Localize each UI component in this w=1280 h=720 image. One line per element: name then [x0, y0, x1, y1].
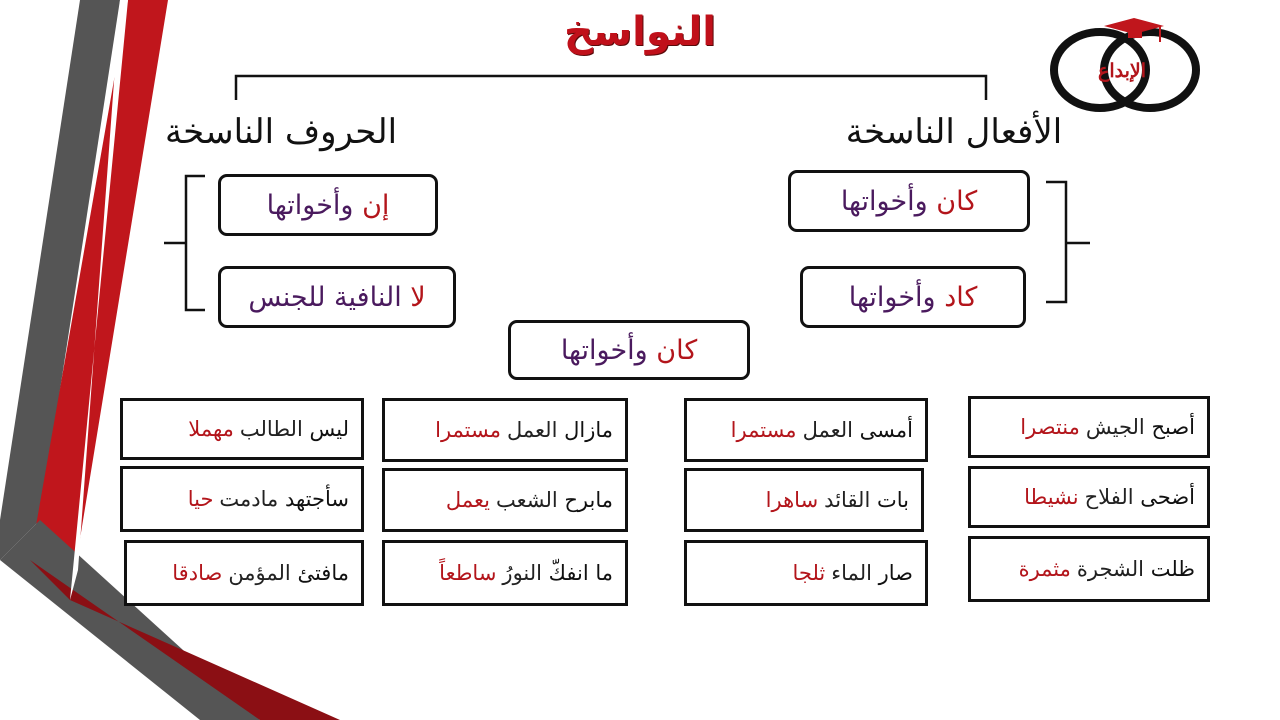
example-verb: بات	[876, 488, 909, 512]
example-box	[968, 536, 1210, 602]
box-main: إن	[362, 189, 390, 221]
box-kada-sisters	[800, 266, 1026, 328]
example-verb: ليس	[309, 417, 349, 441]
example-subject: المؤمن	[228, 561, 291, 585]
example-predicate: ساهرا	[765, 488, 819, 512]
example-predicate: منتصرا	[1020, 415, 1080, 439]
example-subject: القائد	[824, 488, 871, 512]
example-subject: الطالب	[239, 417, 303, 441]
example-verb: أمسى	[859, 418, 913, 442]
box-inna-sisters	[218, 174, 438, 236]
example-predicate: حيا	[187, 487, 214, 511]
example-subject: النورُ	[502, 561, 542, 585]
example-verb: ما انفكّ	[548, 561, 613, 585]
logo-text: الإبداع	[1098, 60, 1146, 82]
box-rest: وأخواتها	[840, 185, 928, 217]
example-predicate: نشيطا	[1024, 485, 1079, 509]
example-subject: الجيش	[1085, 415, 1145, 439]
example-predicate: مثمرة	[1018, 557, 1071, 581]
example-box	[684, 468, 924, 532]
example-verb: مازال	[564, 418, 613, 442]
example-predicate: مهملا	[188, 417, 234, 441]
example-subject: الفلاح	[1084, 485, 1134, 509]
example-predicate: مستمرا	[435, 418, 501, 442]
example-box	[382, 398, 628, 462]
example-box	[968, 466, 1210, 528]
box-main: كاد	[944, 281, 978, 313]
box-rest: النافية للجنس	[248, 281, 402, 313]
section-kana-sisters	[508, 320, 750, 380]
box-main: كان	[936, 185, 978, 217]
example-box	[684, 398, 928, 462]
example-box	[382, 468, 628, 532]
example-subject: الشعب	[495, 488, 558, 512]
example-box	[124, 540, 364, 606]
example-predicate: صادقا	[172, 561, 223, 585]
section-rest: وأخواتها	[560, 334, 648, 366]
example-box	[684, 540, 928, 606]
example-subject: العمل	[507, 418, 558, 442]
example-subject: الشجرة	[1076, 557, 1145, 581]
example-predicate: يعمل	[445, 488, 490, 512]
example-verb: أضحى	[1140, 485, 1195, 509]
box-main: لا	[410, 281, 426, 313]
box-la-nafiya	[218, 266, 456, 328]
page-title: النواسخ	[563, 9, 716, 55]
example-verb: مافتئ	[297, 561, 349, 585]
example-verb: ظلت	[1150, 557, 1195, 581]
right-bracket	[1046, 182, 1066, 302]
example-box	[382, 540, 628, 606]
letters-branch-label: الحروف الناسخة	[164, 112, 398, 152]
example-predicate: ثلجا	[792, 561, 826, 585]
example-subject: الماء	[831, 561, 872, 585]
verbs-branch-label: الأفعال الناسخة	[845, 112, 1063, 152]
example-subject: العمل	[802, 418, 853, 442]
example-predicate: مستمرا	[730, 418, 797, 442]
example-box	[968, 396, 1210, 458]
example-box	[120, 398, 364, 460]
box-rest: وأخواتها	[266, 189, 354, 221]
box-rest: وأخواتها	[848, 281, 936, 313]
example-verb: صار	[878, 561, 913, 585]
box-kana-sisters	[788, 170, 1030, 232]
example-subject: مادمت	[219, 487, 279, 511]
top-connector	[236, 76, 986, 100]
example-predicate: ساطعاً	[439, 561, 497, 585]
example-box	[120, 466, 364, 532]
section-main: كان	[656, 334, 698, 366]
left-bracket	[186, 176, 205, 310]
example-verb: مابرح	[564, 488, 613, 512]
example-verb: سأجتهد	[284, 487, 349, 511]
example-verb: أصبح	[1151, 415, 1195, 439]
